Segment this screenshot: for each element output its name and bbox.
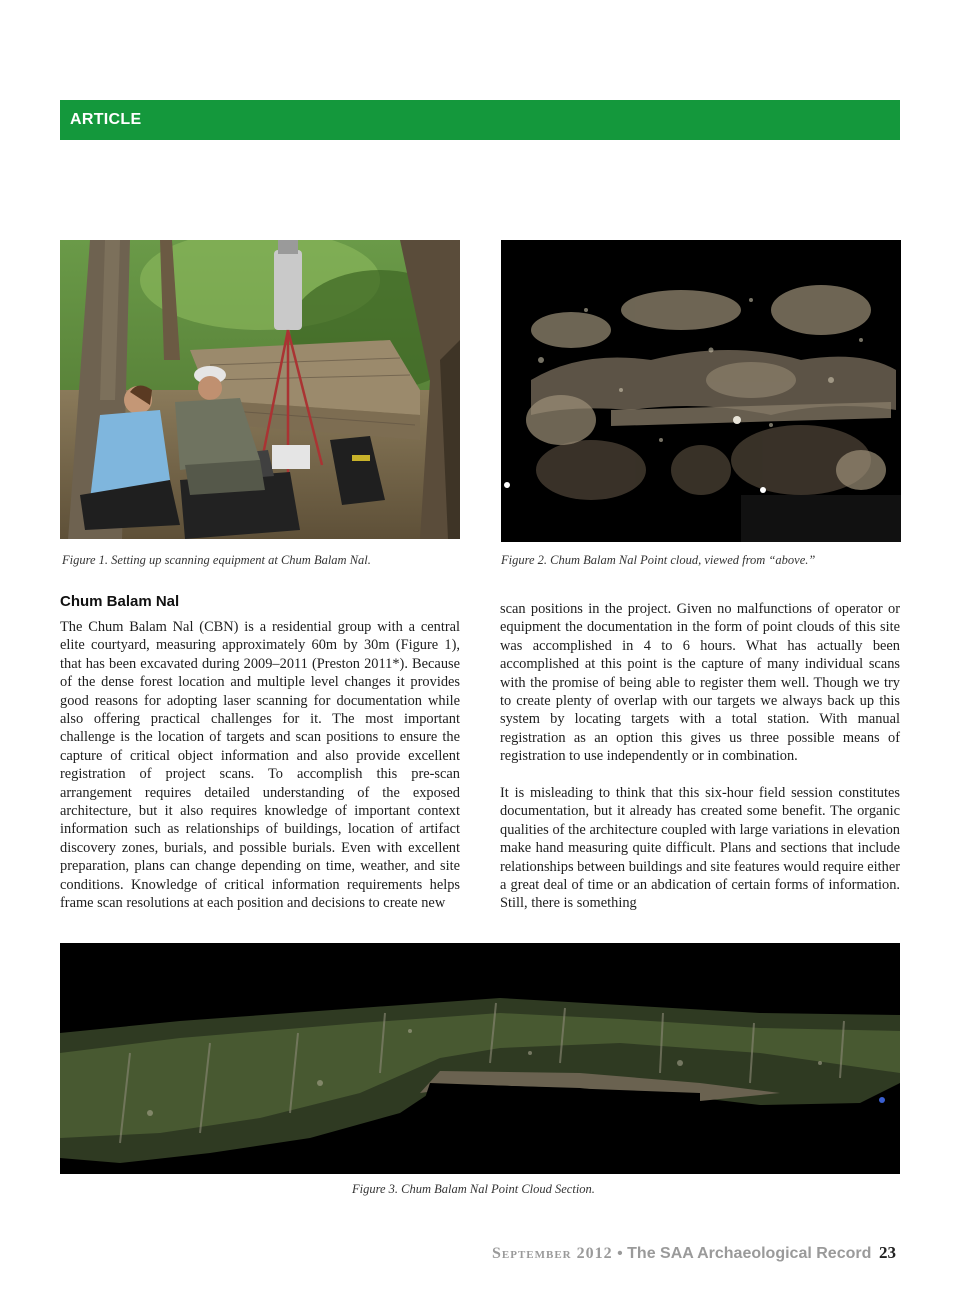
section-heading: Chum Balam Nal [60,593,180,610]
figure-2-point-cloud [501,240,901,542]
footer-bullet: • [617,1245,623,1262]
body-paragraph: It is misleading to think that this six-hour field session constitutes documentation, but it already has created some benefit. The organic qualities of the architecture coupled with large variations in elevation make hand measuring quite difficult. Plans and sections that include relationships between buildings and site features would require either a great deal of time or an abdication of certain forms of information. Still, there is something [500,785,900,912]
figure-3-point-cloud-section [60,943,900,1174]
footer-date: September 2012 [492,1245,613,1262]
running-footer [492,1245,871,1263]
section-banner: ARTICLE [60,100,900,140]
body-paragraph: scan positions in the project. Given no malfunctions of operator or equipment the documentation in the form of point clouds of this site was accomplished in 4 to 6 hours. What has actually been accomplished at this point is the capture of many individual scans with the promise of being able to register them well. Though we try to create plenty of overlap with our targets we always back up this system by locating targets with a total station. With manual registration as an option this gives us three possible means of registration to use independently or in combination. [500,601,900,765]
left-column [60,618,460,913]
footer-publication: The SAA Archaeological Record [627,1245,872,1262]
figure-1-photo [60,240,460,539]
figure-3-caption: Figure 3. Chum Balam Nal Point Cloud Section. [352,1182,595,1196]
figure-2-caption: Figure 2. Chum Balam Nal Point cloud, viewed from “above.” [501,553,816,567]
right-column [500,600,900,913]
body-paragraph: The Chum Balam Nal (CBN) is a residential group with a central elite courtyard, measuring approximately 60m by 30m (Figure 1), that has been excavated during 2009–2011 (Preston 2011*). Because of the dense forest location and multiple level changes it provides good reasons for adopting laser scanning for documentation while also offering practical challenges for it. The most important challenge is the location of targets and scan positions to ensure the capture of critical object information and also provide excellent registration of project scans. To accomplish this pre-scan arrangement requires detailed understanding of the exposed architecture, but it also requires knowledge of important context information such as relationships of buildings, location of artifact discovery zones, burials, and possible burials. Even with excellent preparation, plans can change depending on time, weather, and site conditions. Knowledge of critical information requirements helps frame scan resolutions at each position and decisions to create new [60,619,460,912]
page-number: 23 [879,1243,896,1262]
figure-1-caption: Figure 1. Setting up scanning equipment at Chum Balam Nal. [62,553,371,567]
